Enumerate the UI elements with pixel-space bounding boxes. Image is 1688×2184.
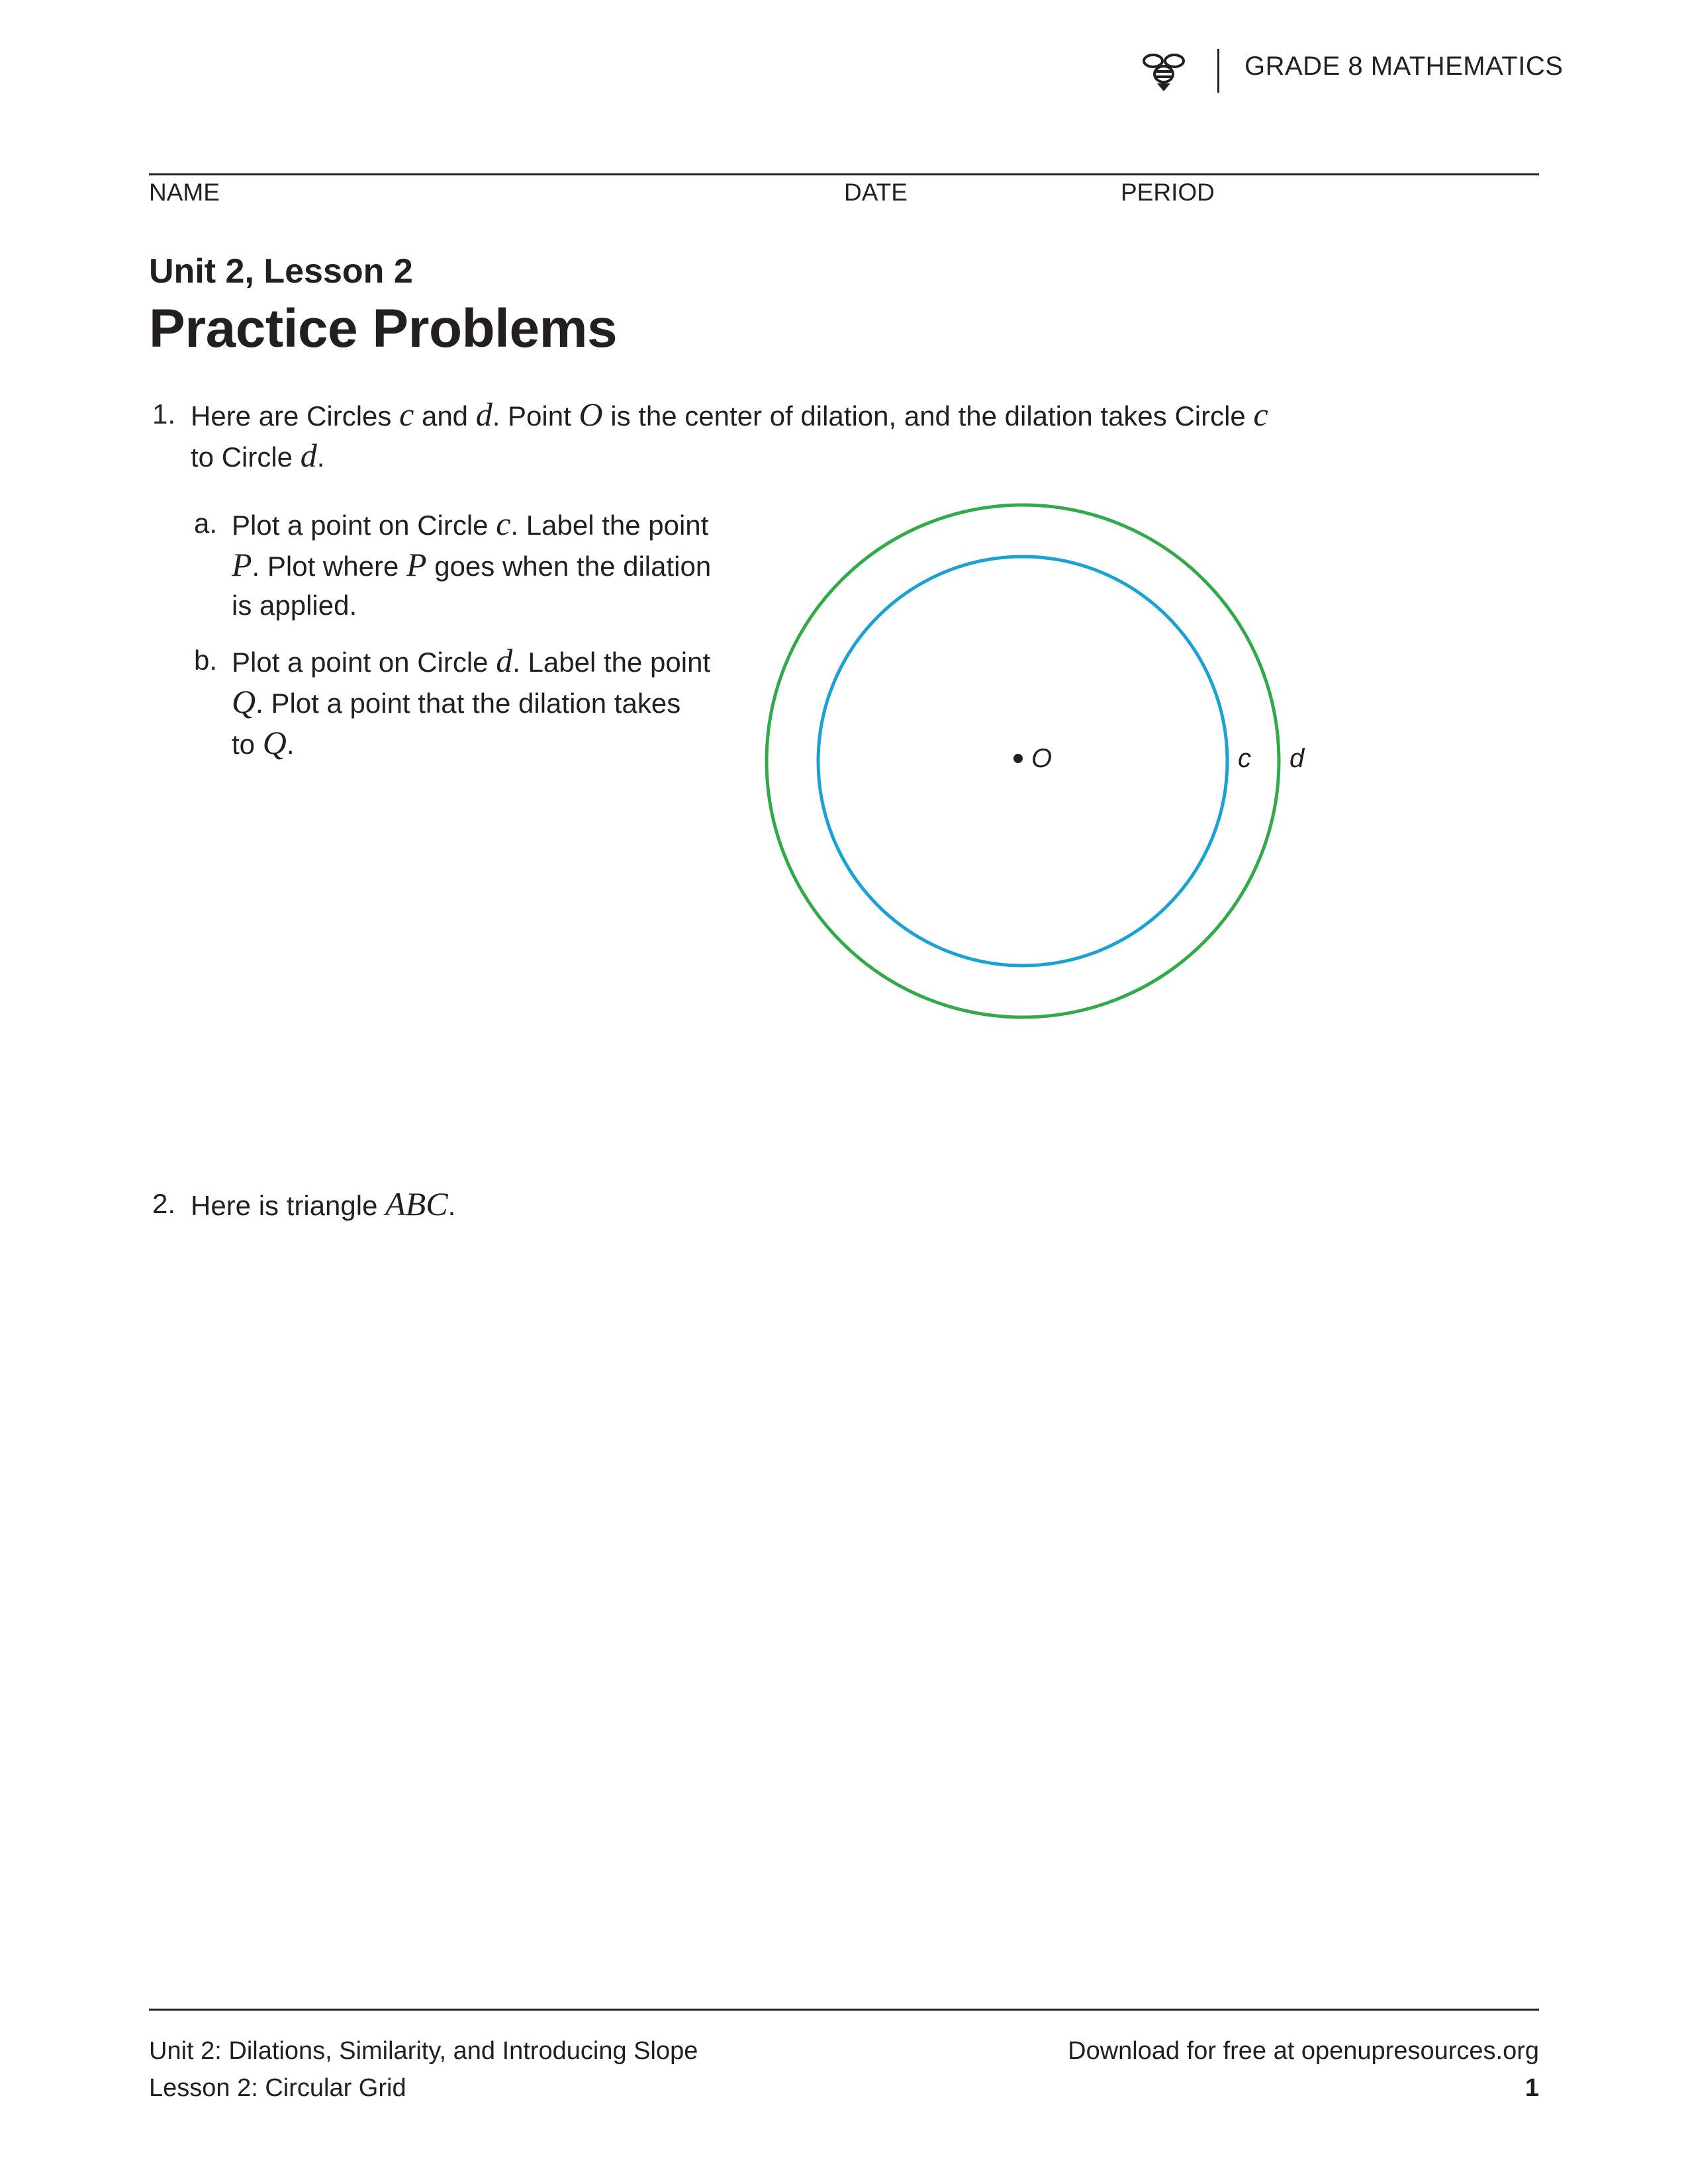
part-b-label: b.: [194, 645, 218, 676]
circle-c-label: c: [1238, 744, 1251, 773]
part-b-line-1: Plot a point on Circle d. Label the point: [232, 642, 711, 679]
footer-unit-line: Unit 2: Dilations, Similarity, and Introducing Slope: [149, 2037, 698, 2065]
part-a-label: a.: [194, 508, 218, 539]
circle-d-label: d: [1289, 744, 1305, 773]
grade-label: GRADE 8 MATHEMATICS: [1244, 52, 1564, 81]
part-a-line-2: P. Plot where P goes when the dilation: [232, 546, 712, 583]
unit-lesson-heading: Unit 2, Lesson 2: [149, 252, 413, 291]
part-a-line-3: is applied.: [232, 590, 357, 621]
page-number: 1: [1524, 2074, 1539, 2102]
center-point-o: [1013, 754, 1023, 763]
problem-2-number: 2.: [152, 1188, 176, 1219]
problem-1-line-1: Here are Circles c and d. Point O is the center of dilation, and the dilation takes Circle c: [191, 396, 1268, 433]
dilation-circles-figure: [755, 490, 1324, 1032]
part-b-line-3: to Q.: [232, 724, 295, 761]
header-rule: [149, 173, 1539, 175]
circle-c: [818, 557, 1227, 966]
footer-lesson-line: Lesson 2: Circular Grid: [149, 2074, 406, 2102]
name-label: NAME: [149, 179, 220, 206]
page-title: Practice Problems: [149, 298, 618, 359]
date-label: DATE: [844, 179, 908, 206]
problem-1-line-2: to Circle d.: [191, 437, 325, 474]
circle-d: [767, 505, 1279, 1017]
footer-download-link[interactable]: Download for free at openupresources.org: [1068, 2037, 1539, 2065]
problem-2-text: Here is triangle ABC.: [191, 1185, 456, 1222]
center-label-o: O: [1031, 744, 1053, 773]
problem-1-number: 1.: [152, 398, 176, 430]
period-label: PERIOD: [1121, 179, 1215, 206]
footer-rule: [149, 2009, 1539, 2011]
part-a-line-1: Plot a point on Circle c. Label the point: [232, 505, 709, 542]
header-divider: [1217, 49, 1219, 93]
part-b-line-2: Q. Plot a point that the dilation takes: [232, 683, 681, 720]
bee-logo-icon: [1140, 49, 1188, 97]
